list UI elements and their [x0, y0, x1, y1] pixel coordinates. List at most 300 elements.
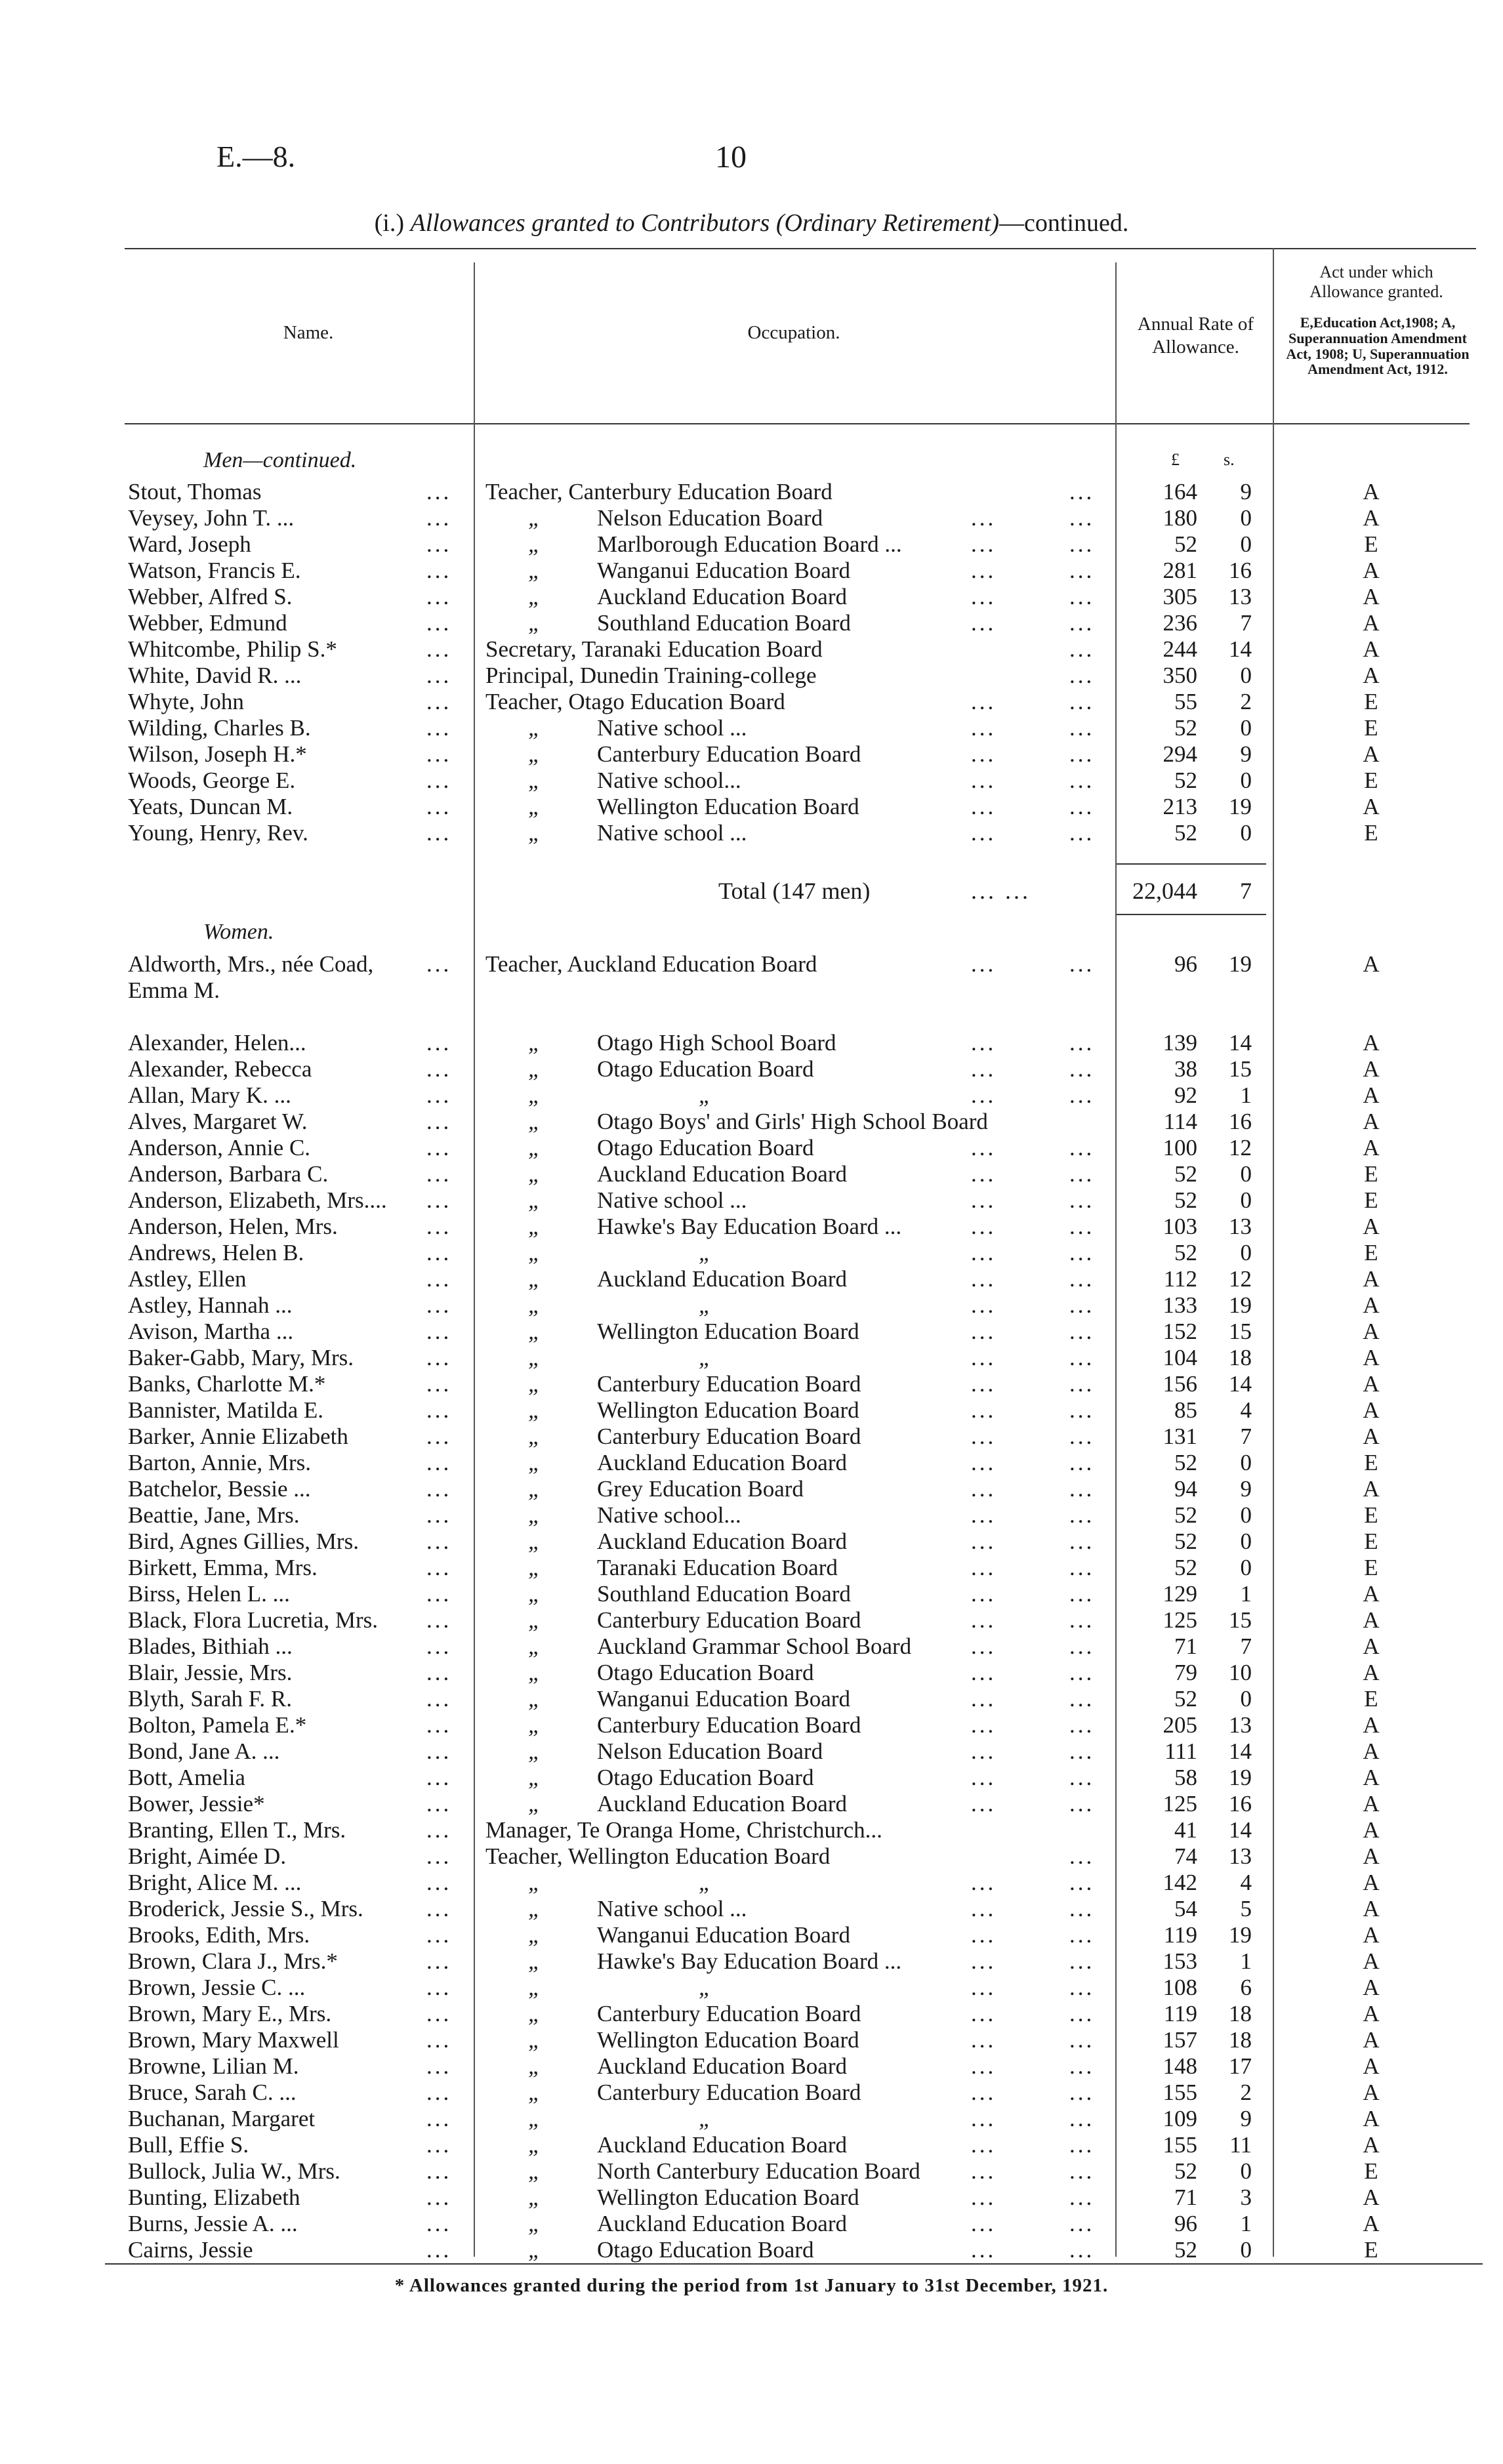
leader-dots: ... — [971, 1319, 997, 1344]
ditto-mark: „ — [528, 820, 541, 846]
occupation: Nelson Education Board — [597, 1738, 823, 1764]
table-row — [0, 2237, 1503, 2263]
act-code: E — [1364, 820, 1378, 846]
allowance-pounds: 125 — [1163, 1607, 1197, 1633]
leader-dots: ... — [426, 1791, 452, 1817]
leader-dots: ... — [971, 1424, 997, 1449]
allowance-pounds: 157 — [1163, 2027, 1197, 2053]
occupation: Nelson Education Board — [597, 505, 823, 531]
leader-dots: ... — [1069, 1161, 1095, 1187]
allowance-shillings: 14 — [1229, 636, 1252, 662]
leader-dots: ... — [1069, 1791, 1095, 1817]
ditto-mark: „ — [528, 610, 541, 636]
occupation: Manager, Te Oranga Home, Christchurch... — [485, 1817, 882, 1843]
act-code: A — [1363, 663, 1380, 688]
leader-dots: ... — [426, 1502, 452, 1528]
leader-dots: ... — [426, 1292, 452, 1318]
occupation: Canterbury Education Board — [597, 1424, 861, 1449]
act-code: E — [1364, 1686, 1378, 1712]
allowance-shillings: 1 — [1240, 1581, 1252, 1607]
occupation: Canterbury Education Board — [597, 2001, 861, 2026]
occupation: Auckland Education Board — [597, 1791, 848, 1817]
leader-dots: ... — [971, 2158, 997, 2184]
act-code: A — [1363, 1843, 1380, 1869]
act-code: A — [1363, 584, 1380, 609]
ditto-mark: „ — [528, 558, 541, 583]
leader-dots: ... — [1069, 1896, 1095, 1921]
allowance-shillings: 0 — [1240, 820, 1252, 846]
allowance-pounds: 305 — [1163, 584, 1197, 609]
section-women: Women. — [203, 920, 274, 944]
ditto-mark: „ — [528, 768, 541, 793]
table-row — [0, 1135, 1503, 1161]
act-code: A — [1363, 1712, 1380, 1738]
allowance-pounds: 52 — [1174, 531, 1197, 557]
occupation: Auckland Education Board — [597, 1529, 848, 1554]
allowance-pounds: 52 — [1174, 820, 1197, 846]
ditto-mark: „ — [699, 1870, 712, 1895]
page-number: 10 — [715, 140, 747, 175]
allowance-pounds: 129 — [1163, 1581, 1197, 1607]
leader-dots: ... — [426, 1240, 452, 1265]
occupation: Canterbury Education Board — [597, 1712, 861, 1738]
allowance-pounds: 142 — [1163, 1870, 1197, 1895]
occupation: Auckland Education Board — [597, 1161, 848, 1187]
leader-dots: ... — [426, 1161, 452, 1187]
leader-dots: ... — [971, 741, 997, 767]
leader-dots: ... — [971, 1870, 997, 1895]
leader-dots: ... — [1069, 1371, 1095, 1397]
table-row — [0, 584, 1503, 610]
leader-dots: ... — [1069, 1607, 1095, 1633]
leader-dots: ... — [971, 1161, 997, 1187]
occupation: Otago Education Board — [597, 1135, 814, 1160]
act-code: A — [1363, 1109, 1380, 1134]
leader-dots: ... — [1069, 1214, 1095, 1239]
occupation: Secretary, Taranaki Education Board — [485, 636, 823, 662]
allowance-pounds: 92 — [1174, 1082, 1197, 1108]
leader-dots: ... — [426, 1975, 452, 2000]
allowance-shillings: 15 — [1229, 1319, 1252, 1344]
allowance-shillings: 11 — [1229, 2132, 1252, 2158]
occupation: North Canterbury Education Board — [597, 2158, 920, 2184]
allowance-shillings: 16 — [1229, 1791, 1252, 1817]
col-header-occupation: Occupation. — [747, 322, 840, 343]
occupation: Native school ... — [597, 820, 747, 846]
allowance-pounds: 54 — [1174, 1896, 1197, 1921]
act-code: A — [1363, 1922, 1380, 1948]
table-row — [0, 1843, 1503, 1870]
ditto-mark: „ — [528, 1738, 541, 1764]
act-code: A — [1363, 1214, 1380, 1239]
allowance-shillings: 3 — [1240, 2185, 1252, 2210]
table-row — [0, 1240, 1503, 1266]
allowance-shillings: 0 — [1240, 1450, 1252, 1475]
allowee-name: Baker-Gabb, Mary, Mrs. — [128, 1345, 354, 1370]
occupation: Otago Education Board — [597, 2237, 814, 2263]
allowee-name: Bond, Jane A. ... — [128, 1738, 280, 1764]
allowance-shillings: 14 — [1229, 1817, 1252, 1843]
allowance-shillings: 12 — [1229, 1135, 1252, 1160]
allowee-name: Bright, Alice M. ... — [128, 1870, 302, 1895]
leader-dots: ... — [1069, 1975, 1095, 2000]
ditto-mark: „ — [528, 1765, 541, 1790]
leader-dots: ... — [426, 1948, 452, 1974]
allowance-shillings: 14 — [1229, 1371, 1252, 1397]
ditto-mark: „ — [528, 2053, 541, 2079]
occupation: Wellington Education Board — [597, 794, 859, 819]
act-code: A — [1363, 479, 1380, 504]
occupation: Auckland Education Board — [597, 2211, 848, 2236]
table-row — [0, 1765, 1503, 1791]
leader-dots: ... — [1069, 820, 1095, 846]
col-header-rate-line1: Annual Rate of — [1137, 314, 1254, 335]
col-header-act-line2: Allowance granted. — [1309, 281, 1443, 301]
leader-dots: ... — [426, 1660, 452, 1685]
allowance-pounds: 85 — [1174, 1397, 1197, 1423]
allowance-pounds: 52 — [1174, 1450, 1197, 1475]
leader-dots: ... — [426, 505, 452, 531]
table-row — [0, 1896, 1503, 1922]
occupation: Teacher, Otago Education Board — [485, 689, 785, 714]
act-code: A — [1363, 1791, 1380, 1817]
allowance-shillings: 0 — [1240, 1240, 1252, 1265]
ditto-mark: „ — [528, 2211, 541, 2236]
total-bottom-rule — [1115, 914, 1266, 915]
table-row — [0, 2080, 1503, 2106]
table-row — [0, 1292, 1503, 1319]
act-code: A — [1363, 1266, 1380, 1292]
allowance-shillings: 7 — [1240, 1424, 1252, 1449]
men-total-dots: ... ... — [971, 878, 1031, 904]
occupation: Grey Education Board — [597, 1476, 804, 1502]
leader-dots: ... — [1069, 1082, 1095, 1108]
occupation: Auckland Education Board — [597, 1450, 848, 1475]
leader-dots: ... — [426, 584, 452, 609]
allowee-name: Brown, Mary Maxwell — [128, 2027, 339, 2053]
leader-dots: ... — [971, 2132, 997, 2158]
allowance-pounds: 108 — [1163, 1975, 1197, 2000]
leader-dots: ... — [971, 1187, 997, 1213]
table-row — [0, 505, 1503, 531]
allowee-name: Bull, Effie S. — [128, 2132, 249, 2158]
leader-dots: ... — [426, 1529, 452, 1554]
allowee-name: Wilding, Charles B. — [128, 715, 311, 741]
leader-dots: ... — [1069, 1843, 1095, 1869]
allowance-pounds: 244 — [1163, 636, 1197, 662]
act-code: A — [1363, 1082, 1380, 1108]
leader-dots: ... — [1069, 2211, 1095, 2236]
leader-dots: ... — [971, 2027, 997, 2053]
act-code: A — [1363, 1476, 1380, 1502]
act-top-rule — [1279, 248, 1476, 249]
allowee-name: Webber, Edmund — [128, 610, 287, 636]
allowance-pounds: 153 — [1163, 1948, 1197, 1974]
leader-dots: ... — [426, 1187, 452, 1213]
occupation: Auckland Education Board — [597, 584, 848, 609]
leader-dots: ... — [971, 1765, 997, 1790]
act-code: A — [1363, 1319, 1380, 1344]
allowance-shillings: 17 — [1229, 2053, 1252, 2079]
ditto-mark: „ — [528, 1397, 541, 1423]
leader-dots: ... — [426, 1109, 452, 1134]
occupation: Auckland Grammar School Board — [597, 1633, 912, 1659]
allowee-name: Blyth, Sarah F. R. — [128, 1686, 292, 1712]
act-code: A — [1363, 2211, 1380, 2236]
leader-dots: ... — [426, 820, 452, 846]
leader-dots: ... — [1069, 1765, 1095, 1790]
allowee-name: Birss, Helen L. ... — [128, 1581, 290, 1607]
leader-dots: ... — [1069, 636, 1095, 662]
leader-dots: ... — [971, 689, 997, 714]
leader-dots: ... — [971, 1529, 997, 1554]
leader-dots: ... — [426, 1843, 452, 1869]
leader-dots: ... — [1069, 1555, 1095, 1580]
leader-dots: ... — [971, 1345, 997, 1370]
leader-dots: ... — [426, 636, 452, 662]
leader-dots: ... — [971, 2185, 997, 2210]
allowance-shillings: 10 — [1229, 1660, 1252, 1685]
occupation: Native school... — [597, 768, 741, 793]
ditto-mark: „ — [528, 1319, 541, 1344]
table-row — [0, 2027, 1503, 2053]
allowance-shillings: 0 — [1240, 505, 1252, 531]
leader-dots: ... — [426, 2211, 452, 2236]
allowance-shillings: 0 — [1240, 663, 1252, 688]
allowance-pounds: 213 — [1163, 794, 1197, 819]
ditto-mark: „ — [528, 1214, 541, 1239]
leader-dots: ... — [1069, 1030, 1095, 1056]
occupation: Auckland Education Board — [597, 2132, 848, 2158]
leader-dots: ... — [971, 1502, 997, 1528]
leader-dots: ... — [971, 1240, 997, 1265]
table-row — [0, 1922, 1503, 1948]
allowance-shillings: 0 — [1240, 1555, 1252, 1580]
leader-dots: ... — [971, 1371, 997, 1397]
act-code: E — [1364, 689, 1378, 714]
caption-title: Allowances granted to Contributors (Ordinary Retirement) — [410, 209, 999, 237]
ditto-mark: „ — [528, 794, 541, 819]
allowee-name: Cairns, Jessie — [128, 2237, 253, 2263]
occupation: Otago Education Board — [597, 1660, 814, 1685]
occupation: Otago Education Board — [597, 1765, 814, 1790]
allowance-shillings: 14 — [1229, 1030, 1252, 1056]
allowance-pounds: 74 — [1174, 1843, 1197, 1869]
allowance-pounds: 58 — [1174, 1765, 1197, 1790]
act-code: A — [1363, 2001, 1380, 2026]
ditto-mark: „ — [528, 1082, 541, 1108]
ditto-mark: „ — [528, 584, 541, 609]
allowance-pounds: 131 — [1163, 1424, 1197, 1449]
allowance-pounds: 119 — [1163, 1922, 1197, 1948]
leader-dots: ... — [426, 2053, 452, 2079]
leader-dots: ... — [971, 794, 997, 819]
allowance-pounds: 155 — [1163, 2132, 1197, 2158]
table-row — [0, 741, 1503, 768]
leader-dots: ... — [1069, 1450, 1095, 1475]
allowee-name: Watson, Francis E. — [128, 558, 301, 583]
table-row — [0, 1345, 1503, 1371]
leader-dots: ... — [1069, 1187, 1095, 1213]
allowance-shillings: 0 — [1240, 1529, 1252, 1554]
ditto-mark: „ — [528, 741, 541, 767]
table-row — [0, 1975, 1503, 2001]
occupation: Native school ... — [597, 1187, 747, 1213]
allowance-shillings: 9 — [1240, 479, 1252, 504]
allowance-pounds: 139 — [1163, 1030, 1197, 1056]
allowee-name: Anderson, Helen, Mrs. — [128, 1214, 338, 1239]
act-code: E — [1364, 715, 1378, 741]
leader-dots: ... — [971, 558, 997, 583]
unit-pounds: £ — [1171, 450, 1180, 469]
table-row — [0, 1686, 1503, 1712]
act-code: E — [1364, 1450, 1378, 1475]
table-row — [0, 610, 1503, 636]
ditto-mark: „ — [528, 531, 541, 557]
leader-dots: ... — [426, 1214, 452, 1239]
occupation: Canterbury Education Board — [597, 741, 861, 767]
footnote: * Allowances granted during the period from 1st January to 31st December, 1921. — [394, 2275, 1109, 2296]
act-code: A — [1363, 1633, 1380, 1659]
leader-dots: ... — [971, 2001, 997, 2026]
occupation: Native school... — [597, 1502, 741, 1528]
act-code: E — [1364, 2237, 1378, 2263]
leader-dots: ... — [426, 951, 452, 977]
allowee-name: Avison, Martha ... — [128, 1319, 294, 1344]
leader-dots: ... — [1069, 2027, 1095, 2053]
allowee-name: Allan, Mary K. ... — [128, 1082, 291, 1108]
leader-dots: ... — [971, 1397, 997, 1423]
leader-dots: ... — [971, 1214, 997, 1239]
occupation: Hawke's Bay Education Board ... — [597, 1214, 902, 1239]
leader-dots: ... — [971, 768, 997, 793]
leader-dots: ... — [426, 1135, 452, 1160]
leader-dots: ... — [971, 2237, 997, 2263]
leader-dots: ... — [1069, 1738, 1095, 1764]
men-total-label: Total (147 men) — [718, 878, 871, 904]
leader-dots: ... — [971, 820, 997, 846]
allowance-pounds: 112 — [1163, 1266, 1197, 1292]
leader-dots: ... — [971, 1056, 997, 1082]
leader-dots: ... — [426, 1319, 452, 1344]
allowance-shillings: 13 — [1229, 1214, 1252, 1239]
leader-dots: ... — [971, 1922, 997, 1948]
act-code: A — [1363, 1292, 1380, 1318]
leader-dots: ... — [1069, 558, 1095, 583]
allowance-pounds: 52 — [1174, 2237, 1197, 2263]
ditto-mark: „ — [528, 2185, 541, 2210]
act-code: A — [1363, 2080, 1380, 2105]
act-code: A — [1363, 505, 1380, 531]
allowee-name: Bruce, Sarah C. ... — [128, 2080, 297, 2105]
leader-dots: ... — [1069, 1319, 1095, 1344]
allowance-shillings: 16 — [1229, 558, 1252, 583]
leader-dots: ... — [1069, 1266, 1095, 1292]
allowee-name: Brooks, Edith, Mrs. — [128, 1922, 310, 1948]
allowance-shillings: 18 — [1229, 1345, 1252, 1370]
table-row — [0, 715, 1503, 741]
act-code: A — [1363, 558, 1380, 583]
ditto-mark: „ — [528, 1292, 541, 1318]
act-code: A — [1363, 1948, 1380, 1974]
allowance-shillings: 16 — [1229, 1109, 1252, 1134]
table-row — [0, 1660, 1503, 1686]
ditto-mark: „ — [528, 1555, 541, 1580]
leader-dots: ... — [426, 715, 452, 741]
ditto-mark: „ — [528, 1660, 541, 1685]
ditto-mark: „ — [528, 1870, 541, 1895]
allowance-pounds: 52 — [1174, 1187, 1197, 1213]
allowance-pounds: 52 — [1174, 1529, 1197, 1554]
allowance-shillings: 9 — [1240, 2106, 1252, 2131]
leader-dots: ... — [971, 1581, 997, 1607]
allowance-pounds: 119 — [1163, 2001, 1197, 2026]
ditto-mark: „ — [528, 1529, 541, 1554]
occupation: Wellington Education Board — [597, 2185, 859, 2210]
allowance-shillings: 0 — [1240, 1187, 1252, 1213]
ditto-mark: „ — [528, 2080, 541, 2105]
leader-dots: ... — [1069, 2106, 1095, 2131]
act-code: A — [1363, 1817, 1380, 1843]
table-row — [0, 558, 1503, 584]
leader-dots: ... — [426, 1870, 452, 1895]
act-code: A — [1363, 1738, 1380, 1764]
allowance-shillings: 5 — [1240, 1896, 1252, 1921]
occupation: Wanganui Education Board — [597, 1922, 850, 1948]
table-row — [0, 794, 1503, 820]
allowee-name: Alexander, Rebecca — [128, 1056, 312, 1082]
leader-dots: ... — [1069, 794, 1095, 819]
leader-dots: ... — [426, 531, 452, 557]
ditto-mark: „ — [699, 2106, 712, 2131]
ditto-mark: „ — [528, 1502, 541, 1528]
table-row — [0, 1738, 1503, 1765]
leader-dots: ... — [971, 1948, 997, 1974]
ditto-mark: „ — [528, 1345, 541, 1370]
act-code: E — [1364, 1187, 1378, 1213]
allowee-name: White, David R. ... — [128, 663, 302, 688]
act-code: E — [1364, 1161, 1378, 1187]
allowance-shillings: 2 — [1240, 2080, 1252, 2105]
act-code: A — [1363, 1660, 1380, 1685]
allowee-name: Anderson, Barbara C. — [128, 1161, 329, 1187]
act-code: A — [1363, 2185, 1380, 2210]
ditto-mark: „ — [528, 1109, 541, 1134]
leader-dots: ... — [426, 1581, 452, 1607]
act-code: A — [1363, 1870, 1380, 1895]
leader-dots: ... — [426, 610, 452, 636]
allowance-pounds: 111 — [1164, 1738, 1197, 1764]
leader-dots: ... — [426, 2106, 452, 2131]
occupation: Hawke's Bay Education Board ... — [597, 1948, 902, 1974]
leader-dots: ... — [426, 2027, 452, 2053]
ditto-mark: „ — [528, 1686, 541, 1712]
allowee-name-continued: Emma M. — [128, 977, 220, 1003]
allowance-shillings: 19 — [1229, 1292, 1252, 1318]
allowance-pounds: 94 — [1174, 1476, 1197, 1502]
allowance-shillings: 6 — [1240, 1975, 1252, 2000]
table-row — [0, 2132, 1503, 2158]
allowee-name: Banks, Charlotte M.* — [128, 1371, 326, 1397]
leader-dots: ... — [1069, 1660, 1095, 1685]
allowee-name: Anderson, Annie C. — [128, 1135, 311, 1160]
allowee-name: Bower, Jessie* — [128, 1791, 265, 1817]
leader-dots: ... — [426, 2132, 452, 2158]
leader-dots: ... — [1069, 1240, 1095, 1265]
act-key: E,Education Act,1908; A, Superannuation Amendment Act, 1908; U, Superannuation Amendment Act, 1912. — [1286, 314, 1470, 378]
act-code: A — [1363, 2027, 1380, 2053]
men-total-row — [0, 876, 1503, 906]
